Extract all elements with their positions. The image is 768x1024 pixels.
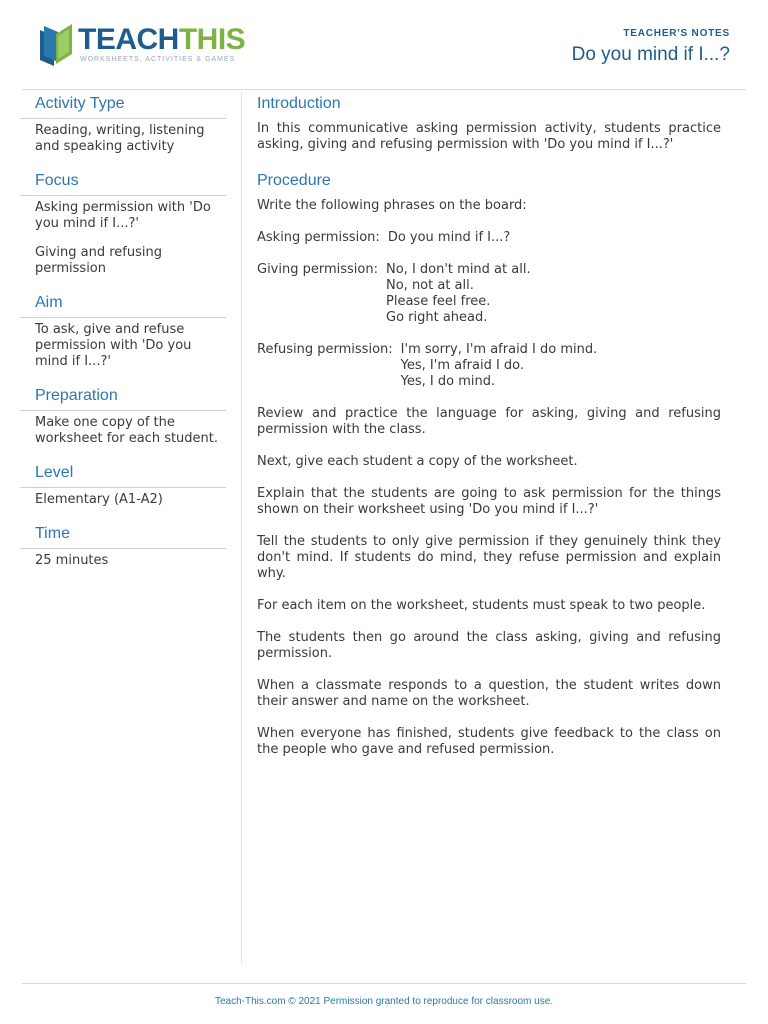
time-heading: Time xyxy=(20,522,226,549)
sidebar xyxy=(20,92,226,583)
giving-phrase: Go right ahead. xyxy=(386,310,488,325)
refusing-phrase: Yes, I'm afraid I do. xyxy=(400,358,525,373)
procedure-explain: Explain that the students are going to ask permission for the things shown on their worksheet using 'Do you mind if I...?' xyxy=(257,486,721,517)
procedure-review: Review and practice the language for asking, giving and refusing permission with the class. xyxy=(257,406,721,437)
refusing-permission-label: Refusing permission: xyxy=(257,342,393,357)
giving-phrase: No, not at all. xyxy=(386,278,474,293)
procedure-each-item: For each item on the worksheet, students must speak to two people. xyxy=(257,598,706,613)
teachers-notes-label: TEACHER'S NOTES xyxy=(623,28,730,39)
refusing-phrase: Yes, I do mind. xyxy=(400,374,496,389)
brand-name: TEACHTHIS xyxy=(78,23,246,56)
main-content xyxy=(257,92,721,774)
focus-section xyxy=(20,169,226,277)
giving-phrase: No, I don't mind at all. xyxy=(386,262,531,277)
preparation-section xyxy=(20,384,226,447)
preparation-heading: Preparation xyxy=(20,384,226,411)
focus-heading: Focus xyxy=(20,169,226,196)
level-heading: Level xyxy=(20,461,226,488)
page-title: Do you mind if I...? xyxy=(571,44,730,65)
aim-heading: Aim xyxy=(20,291,226,318)
giving-permission-label: Giving permission: xyxy=(257,262,378,277)
teach-this-logo[interactable] xyxy=(36,22,246,70)
focus-text-2: Giving and refusing permission xyxy=(35,245,162,276)
giving-permission-block xyxy=(257,262,721,326)
asking-permission-label: Asking permission: xyxy=(257,230,380,245)
procedure-heading: Procedure xyxy=(257,172,331,189)
aim-section xyxy=(20,291,226,370)
asking-permission-block xyxy=(257,230,721,246)
activity-type-section xyxy=(20,92,226,155)
activity-type-heading: Activity Type xyxy=(20,92,226,119)
refusing-phrase: I'm sorry, I'm afraid I do mind. xyxy=(400,342,598,357)
activity-type-text: Reading, writing, listening and speaking activity xyxy=(35,123,205,154)
introduction-heading: Introduction xyxy=(257,95,341,112)
page-header xyxy=(0,0,768,90)
introduction-text: In this communicative asking permission activity, students practice asking, giving and refusing permission with 'Do you mind if I...?' xyxy=(257,121,721,152)
procedure-next: Next, give each student a copy of the worksheet. xyxy=(257,454,578,469)
column-divider xyxy=(241,92,242,964)
level-text: Elementary (A1-A2) xyxy=(35,492,163,507)
procedure-feedback: When everyone has finished, students give feedback to the class on the people who gave and refused permission. xyxy=(257,726,721,757)
procedure-tell: Tell the students to only give permission if they genuinely think they don't mind. If students do mind, they refuse permission and explain why. xyxy=(257,534,721,581)
procedure-board-instruction: Write the following phrases on the board: xyxy=(257,198,527,213)
preparation-text: Make one copy of the worksheet for each student. xyxy=(35,415,219,446)
footer-copyright: Teach-This.com © 2021 Permission granted to reproduce for classroom use. xyxy=(214,996,554,1007)
level-section xyxy=(20,461,226,508)
giving-phrase: Please feel free. xyxy=(386,294,491,309)
footer-divider xyxy=(22,983,746,984)
header-divider xyxy=(22,89,746,90)
aim-text: To ask, give and refuse permission with 'Do you mind if I...?' xyxy=(35,322,192,369)
procedure-go-around: The students then go around the class asking, giving and refusing permission. xyxy=(257,630,721,661)
brand-tagline: WORKSHEETS, ACTIVITIES & GAMES xyxy=(80,56,236,63)
time-section xyxy=(20,522,226,569)
time-text: 25 minutes xyxy=(35,553,109,568)
asking-permission-phrase: Do you mind if I...? xyxy=(387,230,511,245)
open-book-icon xyxy=(36,22,76,68)
refusing-permission-block xyxy=(257,342,721,390)
procedure-write-answer: When a classmate responds to a question, the student writes down their answer and name on the worksheet. xyxy=(257,678,721,709)
focus-text-1: Asking permission with 'Do you mind if I...?' xyxy=(35,200,211,231)
